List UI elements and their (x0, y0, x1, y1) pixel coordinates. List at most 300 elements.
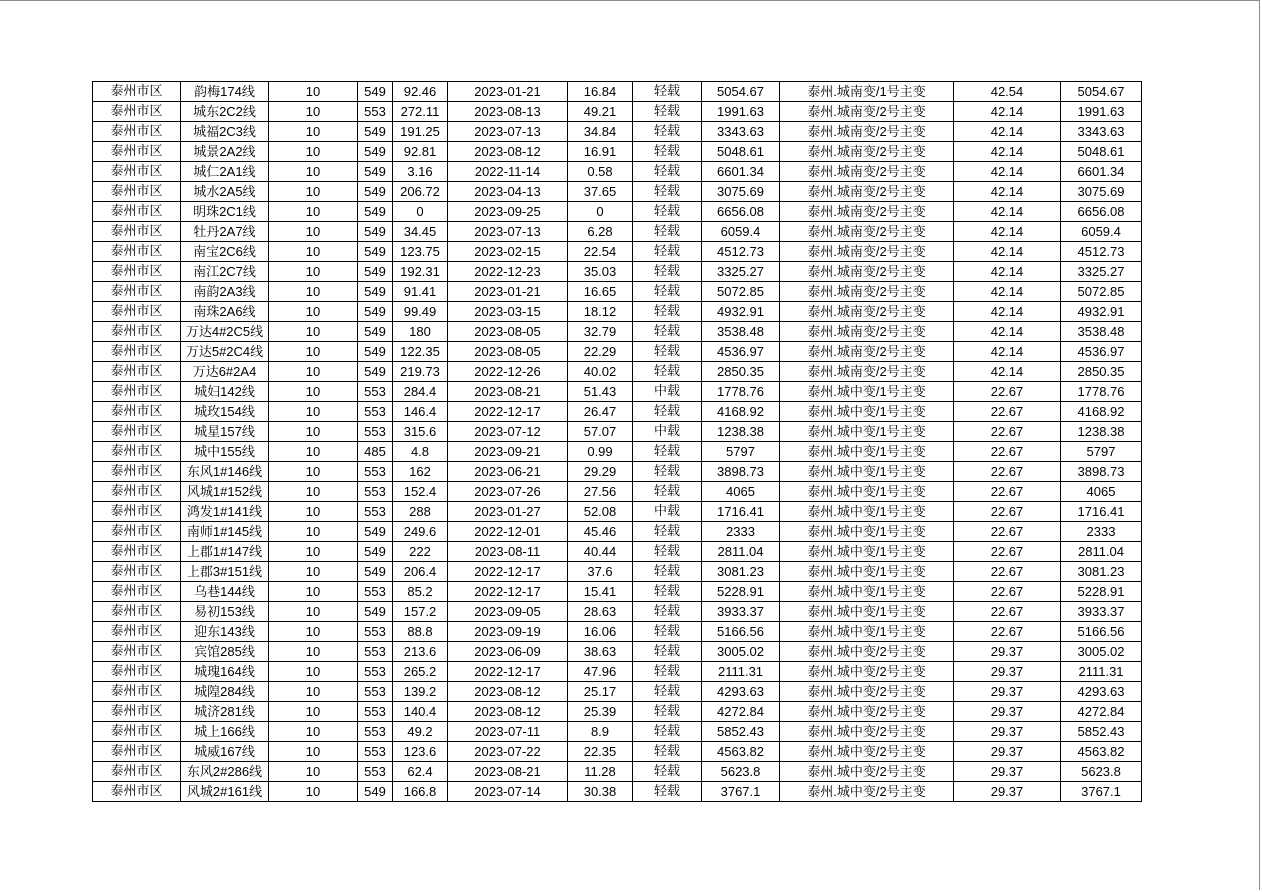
table-row (93, 542, 1142, 562)
transformer-load-rate-cell: 29.37 (954, 722, 1061, 742)
accessible-capacity-cell: 6059.4 (1061, 222, 1142, 242)
line-name-cell: 风城2#161线 (181, 782, 269, 802)
max-load-cell: 3.16 (393, 162, 448, 182)
date-cell: 2023-09-25 (448, 202, 568, 222)
available-capacity-cell: 4563.82 (702, 742, 780, 762)
date-cell: 2022-12-01 (448, 522, 568, 542)
district-cell: 泰州市区 (93, 222, 181, 242)
district-cell: 泰州市区 (93, 342, 181, 362)
transformer-cell: 泰州.城南变/2号主变 (780, 262, 954, 282)
available-capacity-cell: 1991.63 (702, 102, 780, 122)
available-capacity-cell: 5623.8 (702, 762, 780, 782)
transformer-cell: 泰州.城中变/1号主变 (780, 462, 954, 482)
line-name-cell: 上郡3#151线 (181, 562, 269, 582)
transformer-cell: 泰州.城南变/2号主变 (780, 202, 954, 222)
table-row (93, 222, 1142, 242)
accessible-capacity-cell: 4512.73 (1061, 242, 1142, 262)
district-cell: 泰州市区 (93, 662, 181, 682)
load-status-cell: 轻载 (633, 322, 702, 342)
max-load-cell: 157.2 (393, 602, 448, 622)
transformer-load-rate-cell: 22.67 (954, 562, 1061, 582)
line-name-cell: 南珠2A6线 (181, 302, 269, 322)
available-capacity-cell: 2333 (702, 522, 780, 542)
voltage-cell: 10 (269, 442, 358, 462)
accessible-capacity-cell: 6656.08 (1061, 202, 1142, 222)
line-name-cell: 上郡1#147线 (181, 542, 269, 562)
available-capacity-cell: 3767.1 (702, 782, 780, 802)
table-row (93, 102, 1142, 122)
table-row (93, 602, 1142, 622)
max-load-cell: 284.4 (393, 382, 448, 402)
transformer-cell: 泰州.城中变/2号主变 (780, 702, 954, 722)
available-capacity-cell: 5054.67 (702, 82, 780, 102)
max-load-cell: 192.31 (393, 262, 448, 282)
district-cell: 泰州市区 (93, 442, 181, 462)
transformer-load-rate-cell: 22.67 (954, 602, 1061, 622)
load-rate-cell: 40.44 (568, 542, 633, 562)
date-cell: 2023-08-12 (448, 142, 568, 162)
capacity-cell: 549 (358, 202, 393, 222)
load-rate-cell: 30.38 (568, 782, 633, 802)
date-cell: 2023-07-13 (448, 122, 568, 142)
line-name-cell: 城水2A5线 (181, 182, 269, 202)
accessible-capacity-cell: 3933.37 (1061, 602, 1142, 622)
date-cell: 2022-12-17 (448, 402, 568, 422)
voltage-cell: 10 (269, 302, 358, 322)
transformer-cell: 泰州.城南变/2号主变 (780, 162, 954, 182)
transformer-cell: 泰州.城中变/1号主变 (780, 442, 954, 462)
load-rate-cell: 22.29 (568, 342, 633, 362)
load-rate-cell: 57.07 (568, 422, 633, 442)
load-status-cell: 轻载 (633, 602, 702, 622)
max-load-cell: 162 (393, 462, 448, 482)
transformer-load-rate-cell: 22.67 (954, 462, 1061, 482)
load-status-cell: 轻载 (633, 782, 702, 802)
transformer-load-rate-cell: 42.14 (954, 182, 1061, 202)
load-status-cell: 轻载 (633, 402, 702, 422)
district-cell: 泰州市区 (93, 142, 181, 162)
district-cell: 泰州市区 (93, 702, 181, 722)
date-cell: 2022-11-14 (448, 162, 568, 182)
accessible-capacity-cell: 5054.67 (1061, 82, 1142, 102)
transformer-cell: 泰州.城中变/1号主变 (780, 522, 954, 542)
date-cell: 2023-08-13 (448, 102, 568, 122)
transformer-cell: 泰州.城南变/2号主变 (780, 242, 954, 262)
district-cell: 泰州市区 (93, 682, 181, 702)
voltage-cell: 10 (269, 122, 358, 142)
line-name-cell: 城仁2A1线 (181, 162, 269, 182)
transformer-load-rate-cell: 42.14 (954, 102, 1061, 122)
load-status-cell: 轻载 (633, 262, 702, 282)
line-name-cell: 城星157线 (181, 422, 269, 442)
available-capacity-cell: 5048.61 (702, 142, 780, 162)
table-row (93, 442, 1142, 462)
transformer-cell: 泰州.城南变/2号主变 (780, 102, 954, 122)
district-cell: 泰州市区 (93, 362, 181, 382)
transformer-cell: 泰州.城中变/1号主变 (780, 562, 954, 582)
date-cell: 2023-08-05 (448, 322, 568, 342)
max-load-cell: 139.2 (393, 682, 448, 702)
load-rate-cell: 35.03 (568, 262, 633, 282)
voltage-cell: 10 (269, 82, 358, 102)
date-cell: 2023-03-15 (448, 302, 568, 322)
accessible-capacity-cell: 2111.31 (1061, 662, 1142, 682)
table-row (93, 482, 1142, 502)
accessible-capacity-cell: 5048.61 (1061, 142, 1142, 162)
transformer-cell: 泰州.城南变/1号主变 (780, 82, 954, 102)
load-rate-cell: 18.12 (568, 302, 633, 322)
voltage-cell: 10 (269, 262, 358, 282)
date-cell: 2022-12-17 (448, 582, 568, 602)
accessible-capacity-cell: 3005.02 (1061, 642, 1142, 662)
district-cell: 泰州市区 (93, 242, 181, 262)
date-cell: 2023-07-12 (448, 422, 568, 442)
voltage-cell: 10 (269, 522, 358, 542)
date-cell: 2023-07-22 (448, 742, 568, 762)
max-load-cell: 146.4 (393, 402, 448, 422)
district-cell: 泰州市区 (93, 322, 181, 342)
transformer-load-rate-cell: 42.14 (954, 122, 1061, 142)
available-capacity-cell: 5166.56 (702, 622, 780, 642)
transformer-load-rate-cell: 29.37 (954, 702, 1061, 722)
accessible-capacity-cell: 5228.91 (1061, 582, 1142, 602)
accessible-capacity-cell: 4065 (1061, 482, 1142, 502)
load-rate-cell: 0.58 (568, 162, 633, 182)
voltage-cell: 10 (269, 782, 358, 802)
table-row (93, 342, 1142, 362)
load-status-cell: 轻载 (633, 142, 702, 162)
load-status-cell: 轻载 (633, 722, 702, 742)
load-rate-cell: 25.39 (568, 702, 633, 722)
load-rate-cell: 45.46 (568, 522, 633, 542)
district-cell: 泰州市区 (93, 722, 181, 742)
load-rate-cell: 52.08 (568, 502, 633, 522)
transformer-load-rate-cell: 29.37 (954, 662, 1061, 682)
district-cell: 泰州市区 (93, 522, 181, 542)
available-capacity-cell: 4512.73 (702, 242, 780, 262)
table-row (93, 242, 1142, 262)
transformer-cell: 泰州.城南变/2号主变 (780, 182, 954, 202)
date-cell: 2023-09-05 (448, 602, 568, 622)
transformer-cell: 泰州.城中变/1号主变 (780, 482, 954, 502)
max-load-cell: 265.2 (393, 662, 448, 682)
capacity-cell: 549 (358, 122, 393, 142)
load-status-cell: 轻载 (633, 342, 702, 362)
accessible-capacity-cell: 4272.84 (1061, 702, 1142, 722)
accessible-capacity-cell: 5623.8 (1061, 762, 1142, 782)
voltage-cell: 10 (269, 102, 358, 122)
available-capacity-cell: 5228.91 (702, 582, 780, 602)
load-rate-cell: 15.41 (568, 582, 633, 602)
load-rate-cell: 22.54 (568, 242, 633, 262)
table-row (93, 262, 1142, 282)
district-cell: 泰州市区 (93, 262, 181, 282)
line-name-cell: 南师1#145线 (181, 522, 269, 542)
district-cell: 泰州市区 (93, 122, 181, 142)
capacity-cell: 549 (358, 342, 393, 362)
transformer-load-rate-cell: 22.67 (954, 502, 1061, 522)
voltage-cell: 10 (269, 702, 358, 722)
max-load-cell: 206.4 (393, 562, 448, 582)
transformer-load-rate-cell: 22.67 (954, 622, 1061, 642)
transformer-cell: 泰州.城南变/2号主变 (780, 122, 954, 142)
table-row (93, 642, 1142, 662)
table-row (93, 742, 1142, 762)
load-status-cell: 中载 (633, 422, 702, 442)
load-status-cell: 轻载 (633, 562, 702, 582)
capacity-cell: 549 (358, 522, 393, 542)
table-row (93, 302, 1142, 322)
accessible-capacity-cell: 3343.63 (1061, 122, 1142, 142)
max-load-cell: 219.73 (393, 362, 448, 382)
load-rate-cell: 0.99 (568, 442, 633, 462)
max-load-cell: 213.6 (393, 642, 448, 662)
voltage-cell: 10 (269, 342, 358, 362)
voltage-cell: 10 (269, 282, 358, 302)
voltage-cell: 10 (269, 642, 358, 662)
transformer-load-rate-cell: 22.67 (954, 482, 1061, 502)
capacity-cell: 549 (358, 602, 393, 622)
available-capacity-cell: 6059.4 (702, 222, 780, 242)
max-load-cell: 123.6 (393, 742, 448, 762)
voltage-cell: 10 (269, 382, 358, 402)
feeder-load-table (92, 81, 1142, 802)
max-load-cell: 85.2 (393, 582, 448, 602)
load-rate-cell: 27.56 (568, 482, 633, 502)
load-rate-cell: 49.21 (568, 102, 633, 122)
district-cell: 泰州市区 (93, 302, 181, 322)
load-rate-cell: 28.63 (568, 602, 633, 622)
max-load-cell: 34.45 (393, 222, 448, 242)
available-capacity-cell: 4065 (702, 482, 780, 502)
max-load-cell: 206.72 (393, 182, 448, 202)
transformer-load-rate-cell: 42.14 (954, 282, 1061, 302)
table-row (93, 522, 1142, 542)
district-cell: 泰州市区 (93, 182, 181, 202)
max-load-cell: 4.8 (393, 442, 448, 462)
accessible-capacity-cell: 3898.73 (1061, 462, 1142, 482)
max-load-cell: 288 (393, 502, 448, 522)
capacity-cell: 553 (358, 582, 393, 602)
load-rate-cell: 38.63 (568, 642, 633, 662)
transformer-cell: 泰州.城中变/2号主变 (780, 662, 954, 682)
table-row (93, 682, 1142, 702)
date-cell: 2023-01-21 (448, 82, 568, 102)
load-status-cell: 轻载 (633, 122, 702, 142)
transformer-cell: 泰州.城南变/2号主变 (780, 222, 954, 242)
load-rate-cell: 40.02 (568, 362, 633, 382)
line-name-cell: 城瑰164线 (181, 662, 269, 682)
date-cell: 2023-08-11 (448, 542, 568, 562)
capacity-cell: 553 (358, 662, 393, 682)
line-name-cell: 风城1#152线 (181, 482, 269, 502)
transformer-load-rate-cell: 42.14 (954, 342, 1061, 362)
capacity-cell: 553 (358, 102, 393, 122)
transformer-load-rate-cell: 42.14 (954, 142, 1061, 162)
transformer-cell: 泰州.城中变/2号主变 (780, 722, 954, 742)
load-rate-cell: 37.65 (568, 182, 633, 202)
accessible-capacity-cell: 3767.1 (1061, 782, 1142, 802)
load-status-cell: 轻载 (633, 462, 702, 482)
available-capacity-cell: 4168.92 (702, 402, 780, 422)
accessible-capacity-cell: 3081.23 (1061, 562, 1142, 582)
accessible-capacity-cell: 2333 (1061, 522, 1142, 542)
accessible-capacity-cell: 3325.27 (1061, 262, 1142, 282)
max-load-cell: 0 (393, 202, 448, 222)
available-capacity-cell: 2850.35 (702, 362, 780, 382)
transformer-load-rate-cell: 42.14 (954, 362, 1061, 382)
line-name-cell: 乌巷144线 (181, 582, 269, 602)
load-rate-cell: 51.43 (568, 382, 633, 402)
voltage-cell: 10 (269, 662, 358, 682)
date-cell: 2023-08-05 (448, 342, 568, 362)
accessible-capacity-cell: 1778.76 (1061, 382, 1142, 402)
transformer-cell: 泰州.城中变/2号主变 (780, 682, 954, 702)
capacity-cell: 553 (358, 762, 393, 782)
district-cell: 泰州市区 (93, 562, 181, 582)
load-rate-cell: 11.28 (568, 762, 633, 782)
district-cell: 泰州市区 (93, 462, 181, 482)
voltage-cell: 10 (269, 722, 358, 742)
date-cell: 2023-08-12 (448, 682, 568, 702)
load-rate-cell: 47.96 (568, 662, 633, 682)
district-cell: 泰州市区 (93, 762, 181, 782)
accessible-capacity-cell: 1716.41 (1061, 502, 1142, 522)
line-name-cell: 城威167线 (181, 742, 269, 762)
capacity-cell: 553 (358, 422, 393, 442)
table-row (93, 462, 1142, 482)
transformer-load-rate-cell: 22.67 (954, 422, 1061, 442)
capacity-cell: 549 (358, 302, 393, 322)
table-row (93, 422, 1142, 442)
capacity-cell: 549 (358, 282, 393, 302)
line-name-cell: 万达6#2A4 (181, 362, 269, 382)
capacity-cell: 549 (358, 562, 393, 582)
available-capacity-cell: 3933.37 (702, 602, 780, 622)
date-cell: 2022-12-17 (448, 562, 568, 582)
capacity-cell: 553 (358, 382, 393, 402)
voltage-cell: 10 (269, 202, 358, 222)
transformer-cell: 泰州.城中变/2号主变 (780, 742, 954, 762)
date-cell: 2022-12-26 (448, 362, 568, 382)
date-cell: 2022-12-17 (448, 662, 568, 682)
load-status-cell: 轻载 (633, 102, 702, 122)
transformer-cell: 泰州.城南变/2号主变 (780, 342, 954, 362)
date-cell: 2023-07-26 (448, 482, 568, 502)
capacity-cell: 549 (358, 322, 393, 342)
max-load-cell: 272.11 (393, 102, 448, 122)
transformer-load-rate-cell: 42.14 (954, 242, 1061, 262)
transformer-load-rate-cell: 42.14 (954, 222, 1061, 242)
load-rate-cell: 34.84 (568, 122, 633, 142)
available-capacity-cell: 3005.02 (702, 642, 780, 662)
accessible-capacity-cell: 1991.63 (1061, 102, 1142, 122)
load-status-cell: 轻载 (633, 642, 702, 662)
voltage-cell: 10 (269, 322, 358, 342)
max-load-cell: 123.75 (393, 242, 448, 262)
load-rate-cell: 26.47 (568, 402, 633, 422)
transformer-load-rate-cell: 42.14 (954, 322, 1061, 342)
capacity-cell: 553 (358, 462, 393, 482)
line-name-cell: 城妇142线 (181, 382, 269, 402)
max-load-cell: 315.6 (393, 422, 448, 442)
transformer-cell: 泰州.城中变/1号主变 (780, 502, 954, 522)
capacity-cell: 553 (358, 702, 393, 722)
accessible-capacity-cell: 3538.48 (1061, 322, 1142, 342)
voltage-cell: 10 (269, 562, 358, 582)
date-cell: 2023-08-21 (448, 382, 568, 402)
capacity-cell: 553 (358, 622, 393, 642)
accessible-capacity-cell: 4168.92 (1061, 402, 1142, 422)
district-cell: 泰州市区 (93, 202, 181, 222)
table-row (93, 382, 1142, 402)
line-name-cell: 万达5#2C4线 (181, 342, 269, 362)
transformer-load-rate-cell: 22.67 (954, 582, 1061, 602)
max-load-cell: 91.41 (393, 282, 448, 302)
load-status-cell: 轻载 (633, 302, 702, 322)
date-cell: 2023-07-13 (448, 222, 568, 242)
capacity-cell: 549 (358, 82, 393, 102)
transformer-load-rate-cell: 29.37 (954, 782, 1061, 802)
capacity-cell: 549 (358, 782, 393, 802)
capacity-cell: 549 (358, 182, 393, 202)
line-name-cell: 城上166线 (181, 722, 269, 742)
load-rate-cell: 6.28 (568, 222, 633, 242)
capacity-cell: 553 (358, 482, 393, 502)
date-cell: 2023-09-19 (448, 622, 568, 642)
available-capacity-cell: 2111.31 (702, 662, 780, 682)
transformer-load-rate-cell: 29.37 (954, 642, 1061, 662)
district-cell: 泰州市区 (93, 742, 181, 762)
line-name-cell: 南韵2A3线 (181, 282, 269, 302)
load-status-cell: 轻载 (633, 662, 702, 682)
available-capacity-cell: 3538.48 (702, 322, 780, 342)
available-capacity-cell: 5072.85 (702, 282, 780, 302)
load-status-cell: 中载 (633, 502, 702, 522)
table-row (93, 142, 1142, 162)
load-rate-cell: 16.65 (568, 282, 633, 302)
transformer-load-rate-cell: 29.37 (954, 762, 1061, 782)
transformer-load-rate-cell: 42.14 (954, 162, 1061, 182)
line-name-cell: 城济281线 (181, 702, 269, 722)
date-cell: 2023-01-21 (448, 282, 568, 302)
voltage-cell: 10 (269, 622, 358, 642)
table-row (93, 502, 1142, 522)
voltage-cell: 10 (269, 582, 358, 602)
transformer-cell: 泰州.城南变/2号主变 (780, 362, 954, 382)
load-rate-cell: 8.9 (568, 722, 633, 742)
line-name-cell: 迎东143线 (181, 622, 269, 642)
voltage-cell: 10 (269, 402, 358, 422)
voltage-cell: 10 (269, 462, 358, 482)
load-status-cell: 轻载 (633, 202, 702, 222)
max-load-cell: 92.46 (393, 82, 448, 102)
accessible-capacity-cell: 4932.91 (1061, 302, 1142, 322)
date-cell: 2023-09-21 (448, 442, 568, 462)
transformer-cell: 泰州.城中变/2号主变 (780, 642, 954, 662)
transformer-cell: 泰州.城南变/2号主变 (780, 282, 954, 302)
capacity-cell: 485 (358, 442, 393, 462)
available-capacity-cell: 6601.34 (702, 162, 780, 182)
table-row (93, 762, 1142, 782)
line-name-cell: 城景2A2线 (181, 142, 269, 162)
date-cell: 2022-12-23 (448, 262, 568, 282)
voltage-cell: 10 (269, 762, 358, 782)
table-row (93, 362, 1142, 382)
load-status-cell: 轻载 (633, 682, 702, 702)
transformer-load-rate-cell: 22.67 (954, 402, 1061, 422)
table-row (93, 662, 1142, 682)
